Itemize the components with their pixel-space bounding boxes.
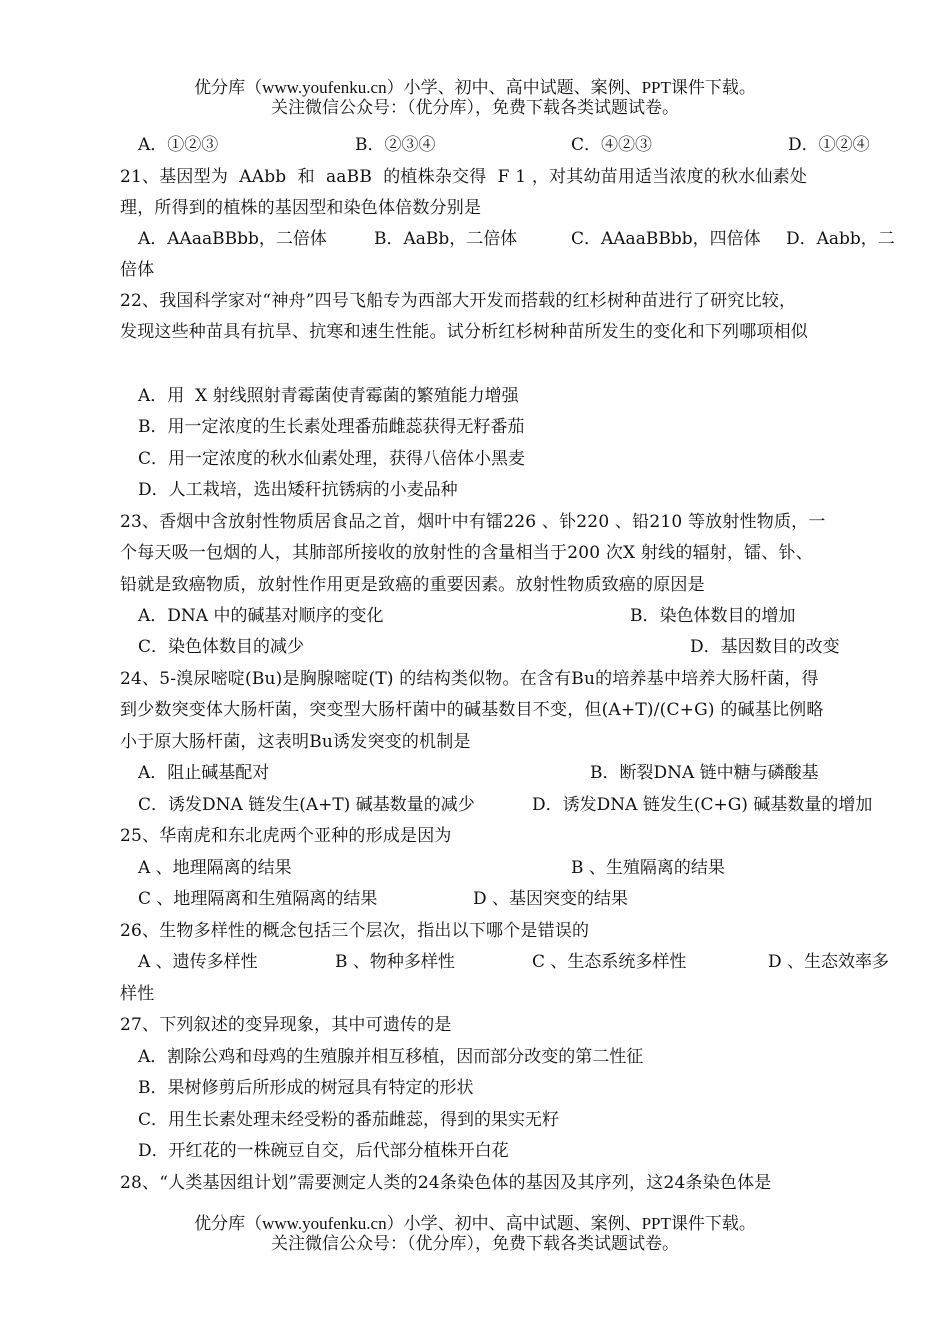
q26-stem: 26、生物多样性的概念包括三个层次，指出以下哪个是错误的 xyxy=(120,921,590,941)
q24-option-b: B．断裂DNA 链中糖与磷酸基 xyxy=(590,763,819,783)
q24-option-c: C．诱发DNA 链发生(A+T) 碱基数量的减少 xyxy=(138,795,475,815)
q25-option-a: A 、地理隔离的结果 xyxy=(138,858,292,878)
q26-option-c: C 、生态系统多样性 xyxy=(532,952,687,972)
q25-option-c: C 、地理隔离和生殖隔离的结果 xyxy=(138,889,378,909)
q23-stem-2: 个每天吸一包烟的人，其肺部所接收的放射性的含量相当于200 次X 射线的辐射，镭、钋、 xyxy=(120,543,813,563)
q26-option-wrap: 样性 xyxy=(120,984,155,1004)
q24-option-a: A．阻止碱基配对 xyxy=(138,763,270,783)
q20-option-b: B．②③④ xyxy=(355,135,436,155)
q25-stem: 25、华南虎和东北虎两个亚种的形成是因为 xyxy=(120,826,452,846)
q22-option-b: B．用一定浓度的生长素处理番茄雌蕊获得无籽番茄 xyxy=(138,417,525,437)
q21-stem-1: 21、基因型为 AAbb 和 aaBB 的植株杂交得 F 1 ，对其幼苗用适当浓度的秋水仙素处 xyxy=(120,167,808,187)
q27-stem: 27、下列叙述的变异现象，其中可遗传的是 xyxy=(120,1015,452,1035)
q23-stem-3: 铅就是致癌物质，放射性作用更是致癌的重要因素。放射性物质致癌的原因是 xyxy=(120,575,705,595)
q25-option-d: D 、基因突变的结果 xyxy=(473,889,629,909)
q23-option-b: B．染色体数目的增加 xyxy=(630,606,796,626)
q21-option-d: D．Aabb，二 xyxy=(786,229,895,249)
q23-option-c: C．染色体数目的减少 xyxy=(138,637,305,657)
q24-option-d: D．诱发DNA 链发生(C+G) 碱基数量的增加 xyxy=(532,795,873,815)
q28-stem: 28、“人类基因组计划”需要测定人类的24条染色体的基因及其序列，这24条染色体是 xyxy=(120,1173,772,1193)
q20-option-a: A．①②③ xyxy=(138,135,219,155)
q22-stem-1: 22、我国科学家对“神舟”四号飞船专为西部大开发而搭载的红杉树种苗进行了研究比较， xyxy=(120,291,797,311)
q24-stem-1: 24、5-溴尿嘧啶(Bu)是胸腺嘧啶(T) 的结构类似物。在含有Bu的培养基中培养大肠杆菌，得 xyxy=(120,669,819,689)
q20-option-d: D．①②④ xyxy=(788,135,870,155)
q27-option-c: C．用生长素处理未经受粉的番茄雌蕊，得到的果实无籽 xyxy=(138,1110,560,1130)
q26-option-b: B 、物种多样性 xyxy=(335,952,455,972)
q20-option-c: C．④②③ xyxy=(571,135,653,155)
q24-stem-3: 小于原大肠杆菌，这表明Bu诱发突变的机制是 xyxy=(120,732,471,752)
q21-option-c: C．AAaaBBbb，四倍体 xyxy=(571,229,761,249)
q27-option-d: D．开红花的一株碗豆自交，后代部分植株开白花 xyxy=(138,1141,509,1161)
q26-option-a: A 、遗传多样性 xyxy=(138,952,258,972)
q27-option-b: B．果树修剪后所形成的树冠具有特定的形状 xyxy=(138,1078,474,1098)
q22-option-c: C．用一定浓度的秋水仙素处理，获得八倍体小黑麦 xyxy=(138,449,526,469)
q21-option-b: B．AaBb，二倍体 xyxy=(374,229,518,249)
q22-stem-2: 发现这些种苗具有抗旱、抗寒和速生性能。试分析红杉树种苗所发生的变化和下列哪项相似 xyxy=(120,322,808,342)
q23-stem-1: 23、香烟中含放射性物质居食品之首，烟叶中有镭226 、钋220 、铅210 等放射性物质，一 xyxy=(120,512,826,532)
q24-stem-2: 到少数突变体大肠杆菌，突变型大肠杆菌中的碱基数目不变，但(A+T)/(C+G) 的碱基比例略 xyxy=(120,700,824,720)
q25-option-b: B 、生殖隔离的结果 xyxy=(571,858,725,878)
q23-option-a: A．DNA 中的碱基对顺序的变化 xyxy=(138,606,384,626)
q22-option-a: A．用 X 射线照射青霉菌使青霉菌的繁殖能力增强 xyxy=(138,386,519,406)
footer-line-1: 优分库（www.youfenku.cn）小学、初中、高中试题、案例、PPT课件下载。 xyxy=(194,1214,756,1233)
header-line-1: 优分库（www.youfenku.cn）小学、初中、高中试题、案例、PPT课件下载。 xyxy=(194,78,756,97)
q21-option-wrap: 倍体 xyxy=(120,260,155,280)
q26-option-d: D 、生态效率多 xyxy=(768,952,890,972)
q23-option-d: D．基因数目的改变 xyxy=(690,637,840,657)
q21-option-a: A．AAaaBBbb，二倍体 xyxy=(138,229,327,249)
footer-line-2: 关注微信公众号：（优分库），免费下载各类试题试卷。 xyxy=(271,1234,679,1253)
q21-stem-2: 理，所得到的植株的基因型和染色体倍数分别是 xyxy=(120,198,482,218)
q22-option-d: D．人工栽培，选出矮秆抗锈病的小麦品种 xyxy=(138,480,458,500)
header-line-2: 关注微信公众号：（优分库），免费下载各类试题试卷。 xyxy=(271,98,679,117)
q27-option-a: A．割除公鸡和母鸡的生殖腺并相互移植，因而部分改变的第二性征 xyxy=(138,1047,644,1067)
